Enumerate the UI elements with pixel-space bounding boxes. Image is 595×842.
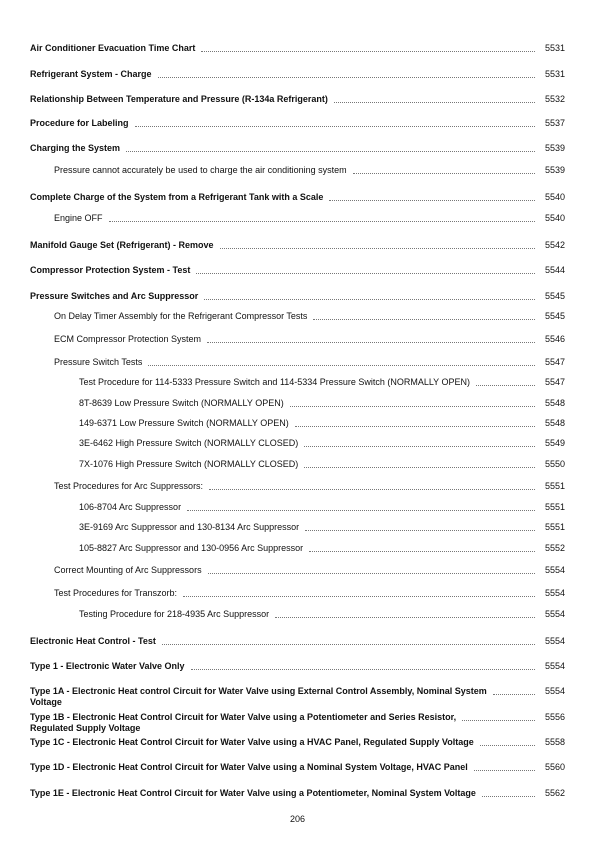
dot-leader: [208, 573, 535, 574]
dot-leader: [158, 77, 535, 78]
toc-entry[interactable]: [30, 686, 565, 707]
toc-entry-title: Test Procedures for Arc Suppressors:: [54, 481, 204, 491]
toc-entry-page: 5540: [544, 192, 565, 202]
toc-entry[interactable]: [30, 94, 565, 105]
toc-entry[interactable]: [30, 636, 565, 647]
toc-entry-page: 5558: [544, 737, 565, 747]
dot-leader: [493, 694, 535, 695]
toc-entry-title: Electronic Heat Control - Test: [30, 636, 156, 646]
toc-entry[interactable]: [79, 459, 565, 470]
toc-entry-page: 5551: [544, 522, 565, 532]
dot-leader: [135, 126, 535, 127]
dot-leader: [329, 200, 535, 201]
toc-entry[interactable]: [79, 418, 565, 429]
toc-entry[interactable]: [54, 357, 565, 368]
toc-entry[interactable]: [30, 118, 565, 129]
toc-entry-page: 5531: [544, 69, 565, 79]
dot-leader: [148, 365, 535, 366]
toc-entry-page: 5554: [544, 588, 565, 598]
toc-entry-page: 5560: [544, 762, 565, 772]
toc-entry-title: Type 1C - Electronic Heat Control Circuit for Water Valve using a HVAC Panel, Regulated Supply Voltage: [30, 737, 474, 747]
dot-leader: [162, 644, 535, 645]
toc-entry-page: 5562: [544, 788, 565, 798]
toc-entry[interactable]: [79, 377, 565, 388]
toc-entry[interactable]: [30, 712, 565, 733]
toc-entry-page: 5554: [544, 609, 565, 619]
toc-entry-page: 5545: [544, 311, 565, 321]
toc-entry-page: 5540: [544, 213, 565, 223]
toc-entry-title: Relationship Between Temperature and Pressure (R-134a Refrigerant): [30, 94, 328, 104]
toc-entry-title: 106-8704 Arc Suppressor: [79, 502, 182, 512]
toc-entry-page: 5532: [544, 94, 565, 104]
toc-entry[interactable]: [54, 213, 565, 224]
toc-entry-title: [30, 712, 456, 734]
toc-entry[interactable]: [79, 543, 565, 554]
toc-entry[interactable]: [30, 192, 565, 203]
toc-entry-title: Compressor Protection System - Test: [30, 265, 191, 275]
toc-entry-title: Refrigerant System - Charge: [30, 69, 152, 79]
toc-entry-title: Type 1 - Electronic Water Valve Only: [30, 661, 185, 671]
dot-leader: [476, 385, 535, 386]
toc-entry[interactable]: [30, 143, 565, 154]
toc-entry-title-line2: Regulated Supply Voltage: [30, 723, 141, 733]
dot-leader: [126, 151, 535, 152]
toc-entry-title: Pressure Switch Tests: [54, 357, 143, 367]
toc-entry-title-line1: Type 1A - Electronic Heat control Circuit for Water Valve using External Control Assembly, Nominal System: [30, 686, 487, 696]
dot-leader: [109, 221, 535, 222]
toc-entry-title: Procedure for Labeling: [30, 118, 129, 128]
toc-entry[interactable]: [79, 502, 565, 513]
toc-entry-title: Pressure cannot accurately be used to charge the air conditioning system: [54, 165, 347, 175]
toc-entry-page: 5546: [544, 334, 565, 344]
dot-leader: [207, 342, 535, 343]
toc-entry-page: 5545: [544, 291, 565, 301]
toc-entry-page: 5539: [544, 143, 565, 153]
dot-leader: [309, 551, 535, 552]
toc-entry-page: 5556: [544, 712, 565, 722]
toc-entry-title-line1: Type 1B - Electronic Heat Control Circuit for Water Valve using a Potentiometer and Series Resistor,: [30, 712, 457, 722]
toc-entry-page: 5537: [544, 118, 565, 128]
page-number: 206: [289, 814, 306, 824]
dot-leader: [295, 426, 535, 427]
toc-entry-title: Manifold Gauge Set (Refrigerant) - Remove: [30, 240, 214, 250]
toc-entry-page: 5554: [544, 686, 565, 696]
toc-entry-page: 5554: [544, 565, 565, 575]
toc-entry-title: 8T-8639 Low Pressure Switch (NORMALLY OPEN): [79, 398, 284, 408]
toc-entry-title: Test Procedures for Transzorb:: [54, 588, 178, 598]
toc-entry[interactable]: [54, 588, 565, 599]
dot-leader: [334, 102, 535, 103]
toc-entry[interactable]: [30, 240, 565, 251]
dot-leader: [313, 319, 535, 320]
toc-entry[interactable]: [30, 265, 565, 276]
toc-entry[interactable]: [79, 438, 565, 449]
toc-entry[interactable]: [30, 43, 565, 54]
dot-leader: [353, 173, 535, 174]
dot-leader: [275, 617, 535, 618]
dot-leader: [480, 745, 535, 746]
toc-entry-title: Type 1D - Electronic Heat Control Circuit for Water Valve using a Nominal System Voltage, HVAC Panel: [30, 762, 468, 772]
toc-entry-page: 5542: [544, 240, 565, 250]
toc-entry-title: 3E-9169 Arc Suppressor and 130-8134 Arc Suppressor: [79, 522, 300, 532]
toc-entry-page: 5554: [544, 661, 565, 671]
toc-entry-title: 3E-6462 High Pressure Switch (NORMALLY CLOSED): [79, 438, 299, 448]
toc-entry-page: 5550: [544, 459, 565, 469]
dot-leader: [209, 489, 535, 490]
toc-entry[interactable]: [79, 522, 565, 533]
toc-entry-title: Engine OFF: [54, 213, 103, 223]
dot-leader: [290, 406, 535, 407]
dot-leader: [201, 51, 535, 52]
toc-entry-title: 105-8827 Arc Suppressor and 130-0956 Arc Suppressor: [79, 543, 304, 553]
toc-entry-page: 5547: [544, 377, 565, 387]
toc-entry-page: 5554: [544, 636, 565, 646]
dot-leader: [204, 299, 535, 300]
toc-entry-title: Air Conditioner Evacuation Time Chart: [30, 43, 196, 53]
dot-leader: [183, 596, 535, 597]
dot-leader: [196, 273, 535, 274]
dot-leader: [482, 796, 535, 797]
dot-leader: [220, 248, 535, 249]
toc-entry[interactable]: [54, 565, 565, 576]
dot-leader: [304, 446, 535, 447]
toc-entry-title: On Delay Timer Assembly for the Refrigerant Compressor Tests: [54, 311, 308, 321]
toc-entry-page: 5548: [544, 418, 565, 428]
toc-entry[interactable]: [79, 609, 565, 620]
toc-entry[interactable]: [30, 762, 565, 773]
toc-entry[interactable]: [54, 334, 565, 345]
toc-entry-title: Type 1E - Electronic Heat Control Circuit for Water Valve using a Potentiometer, Nominal System Voltage: [30, 788, 476, 798]
toc-entry-page: 5548: [544, 398, 565, 408]
toc-entry-page: 5547: [544, 357, 565, 367]
toc-entry[interactable]: [30, 69, 565, 80]
toc-entry-title: ECM Compressor Protection System: [54, 334, 202, 344]
toc-entry[interactable]: [30, 291, 565, 302]
toc-entry[interactable]: [54, 481, 565, 492]
toc-entry[interactable]: [30, 737, 565, 748]
toc-entry-page: 5549: [544, 438, 565, 448]
dot-leader: [304, 467, 535, 468]
toc-entry[interactable]: [79, 398, 565, 409]
dot-leader: [474, 770, 535, 771]
toc-entry-title: Pressure Switches and Arc Suppressor: [30, 291, 199, 301]
toc-entry-title-line2: Voltage: [30, 697, 62, 707]
toc-entry-title: [30, 686, 487, 708]
toc-entry[interactable]: [30, 788, 565, 799]
toc-entry[interactable]: [54, 165, 565, 176]
dot-leader: [462, 720, 535, 721]
toc-entry-page: 5539: [544, 165, 565, 175]
toc-entry-title: Testing Procedure for 218-4935 Arc Suppressor: [79, 609, 270, 619]
toc-entry-page: 5551: [544, 481, 565, 491]
toc-entry[interactable]: [54, 311, 565, 322]
toc-entry-title: Complete Charge of the System from a Refrigerant Tank with a Scale: [30, 192, 324, 202]
toc-entry-page: 5544: [544, 265, 565, 275]
toc-entry-title: Charging the System: [30, 143, 121, 153]
toc-entry-title: 149-6371 Low Pressure Switch (NORMALLY OPEN): [79, 418, 289, 428]
toc-entry-title: Correct Mounting of Arc Suppressors: [54, 565, 202, 575]
toc-entry-page: 5551: [544, 502, 565, 512]
toc-entry-page: 5552: [544, 543, 565, 553]
dot-leader: [305, 530, 535, 531]
dot-leader: [187, 510, 535, 511]
dot-leader: [191, 669, 535, 670]
toc-entry-title: Test Procedure for 114-5333 Pressure Switch and 114-5334 Pressure Switch (NORMALLY OPEN): [79, 377, 471, 387]
toc-entry[interactable]: [30, 661, 565, 672]
toc-entry-title: 7X-1076 High Pressure Switch (NORMALLY CLOSED): [79, 459, 299, 469]
toc-entry-page: 5531: [544, 43, 565, 53]
